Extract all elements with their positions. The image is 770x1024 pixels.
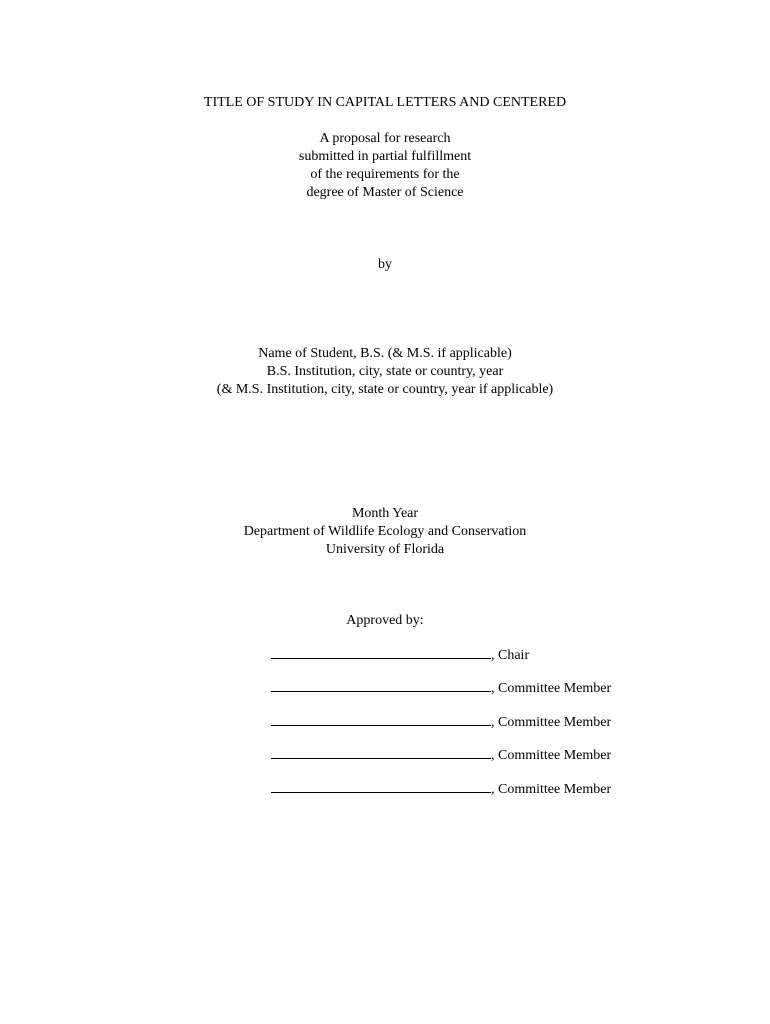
signature-row-member bbox=[271, 779, 611, 799]
student-info bbox=[0, 345, 770, 399]
proposal-line: A proposal for research bbox=[319, 131, 451, 146]
proposal-line: of the requirements for the bbox=[310, 167, 460, 182]
signature-row-member bbox=[271, 745, 611, 765]
signature-role: , Committee Member bbox=[491, 782, 612, 797]
signature-line bbox=[271, 712, 491, 726]
signature-role: , Chair bbox=[491, 648, 530, 663]
month-year: Month Year bbox=[351, 506, 419, 521]
ms-institution: (& M.S. Institution, city, state or country, year if applicable) bbox=[216, 382, 554, 397]
date-and-department bbox=[0, 505, 770, 559]
signature-row-member bbox=[271, 678, 611, 698]
bs-institution: B.S. Institution, city, state or country, year bbox=[266, 364, 504, 379]
approved-by-text: Approved by: bbox=[346, 613, 424, 628]
department-name: Department of Wildlife Ecology and Conservation bbox=[243, 524, 527, 539]
approved-by-label bbox=[0, 612, 770, 630]
signature-line bbox=[271, 678, 491, 692]
signature-line bbox=[271, 745, 491, 759]
signature-role: , Committee Member bbox=[491, 715, 612, 730]
by-text: by bbox=[378, 257, 392, 272]
study-title: TITLE OF STUDY IN CAPITAL LETTERS AND CENTERED bbox=[203, 95, 567, 110]
proposal-line: submitted in partial fulfillment bbox=[298, 149, 472, 164]
signature-line bbox=[271, 779, 491, 793]
signature-line bbox=[271, 645, 491, 659]
by-label bbox=[0, 256, 770, 274]
proposal-line: degree of Master of Science bbox=[306, 185, 464, 200]
university-name: University of Florida bbox=[325, 542, 445, 557]
signature-role: , Committee Member bbox=[491, 748, 612, 763]
signature-row-member bbox=[271, 712, 611, 732]
proposal-statement bbox=[0, 130, 770, 202]
signature-row-chair bbox=[271, 645, 529, 665]
signature-role: , Committee Member bbox=[491, 681, 612, 696]
student-name: Name of Student, B.S. (& M.S. if applicable) bbox=[258, 346, 512, 361]
